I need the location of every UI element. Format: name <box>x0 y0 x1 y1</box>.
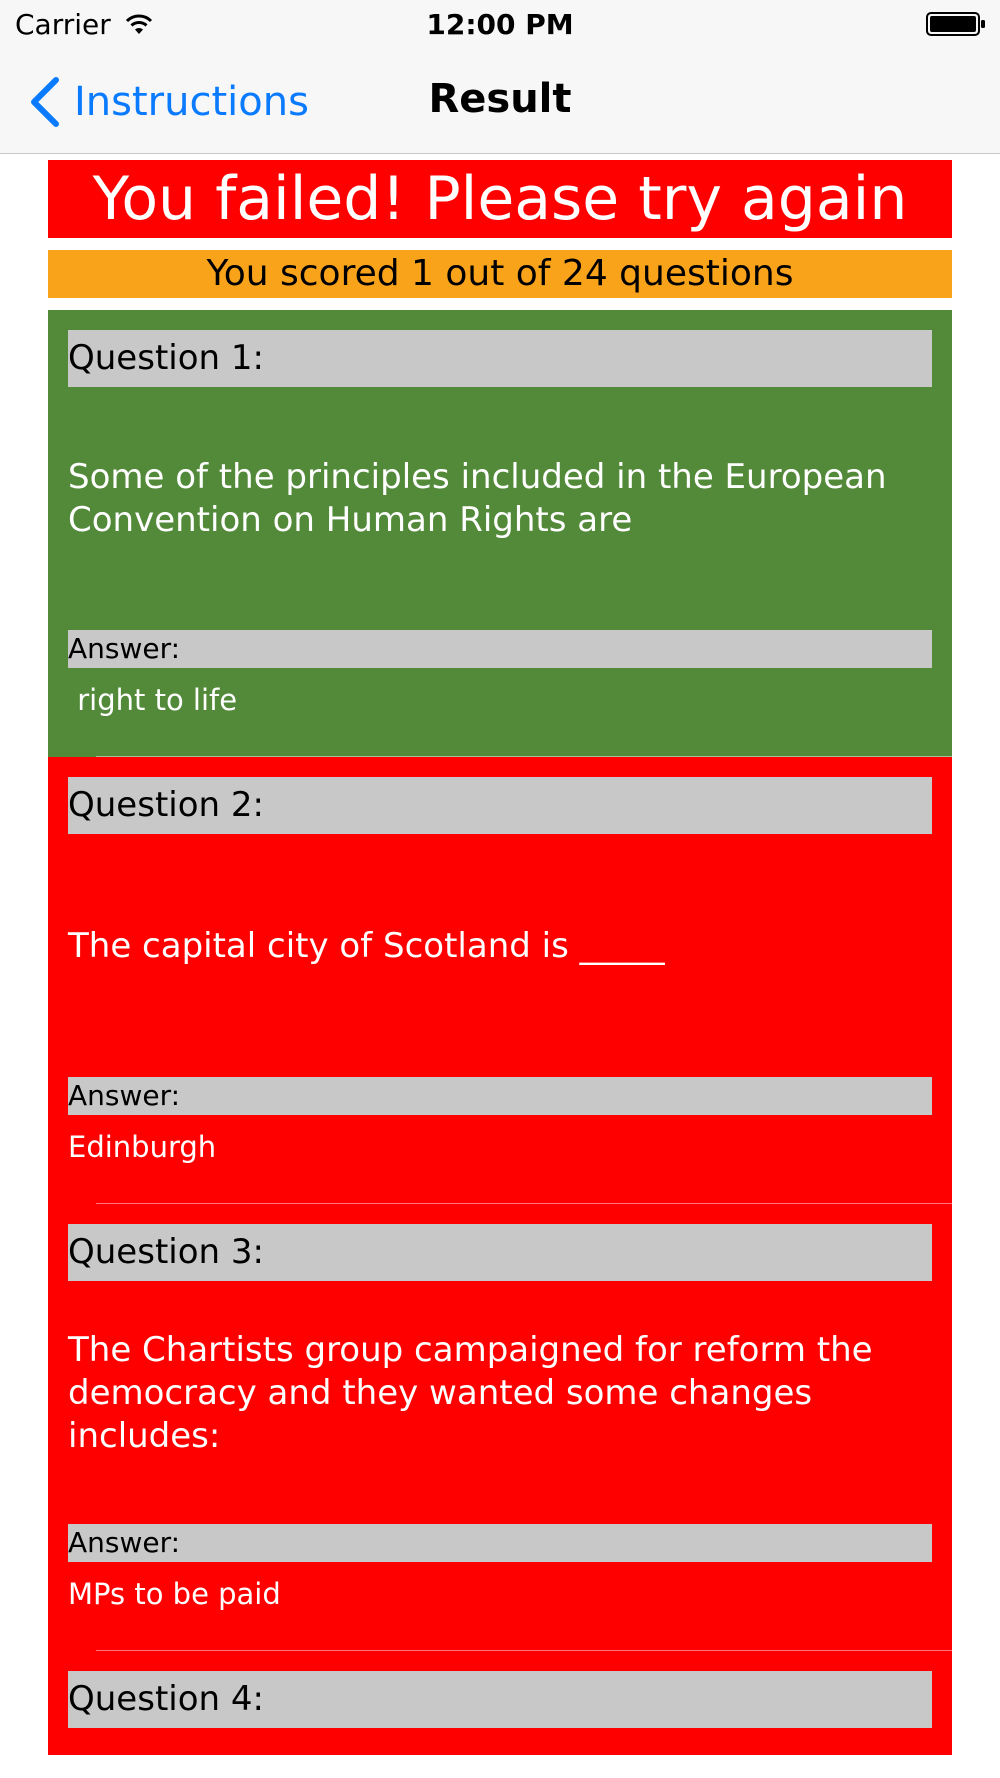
answer-label: Answer: <box>68 1524 932 1562</box>
question-text: Some of the principles included in the European Convention on Human Rights are <box>68 457 887 540</box>
answer-label: Answer: <box>68 1077 932 1115</box>
back-button-label: Instructions <box>74 79 309 125</box>
status-bar <box>0 0 1000 50</box>
question-header: Question 1: <box>68 330 932 387</box>
carrier-label: Carrier <box>15 8 111 41</box>
answer-text: MPs to be paid <box>68 1577 281 1611</box>
answer-text: right to life <box>68 683 238 717</box>
navigation-bar <box>0 50 1000 154</box>
question-text: The Chartists group campaigned for reform the democracy and they wanted some changes includes: <box>68 1329 873 1456</box>
question-header: Question 3: <box>68 1224 932 1281</box>
page-title: Result <box>428 76 572 122</box>
question-list[interactable] <box>48 310 952 1755</box>
clock: 12:00 PM <box>426 8 574 41</box>
question-header: Question 4: <box>68 1671 932 1728</box>
score-summary: You scored 1 out of 24 questions <box>48 250 952 298</box>
question-text: The capital city of Scotland is _____ <box>68 925 665 966</box>
result-content[interactable] <box>48 160 952 1755</box>
answer-label: Answer: <box>68 630 932 668</box>
battery-icon <box>926 12 986 36</box>
question-header: Question 2: <box>68 777 932 834</box>
question-card-4[interactable] <box>48 1651 952 1755</box>
question-card-2[interactable] <box>48 757 952 1204</box>
question-card-1[interactable] <box>48 310 952 757</box>
result-message: You failed! Please try again <box>48 160 952 238</box>
question-card-3[interactable] <box>48 1204 952 1651</box>
answer-text: Edinburgh <box>68 1130 217 1164</box>
